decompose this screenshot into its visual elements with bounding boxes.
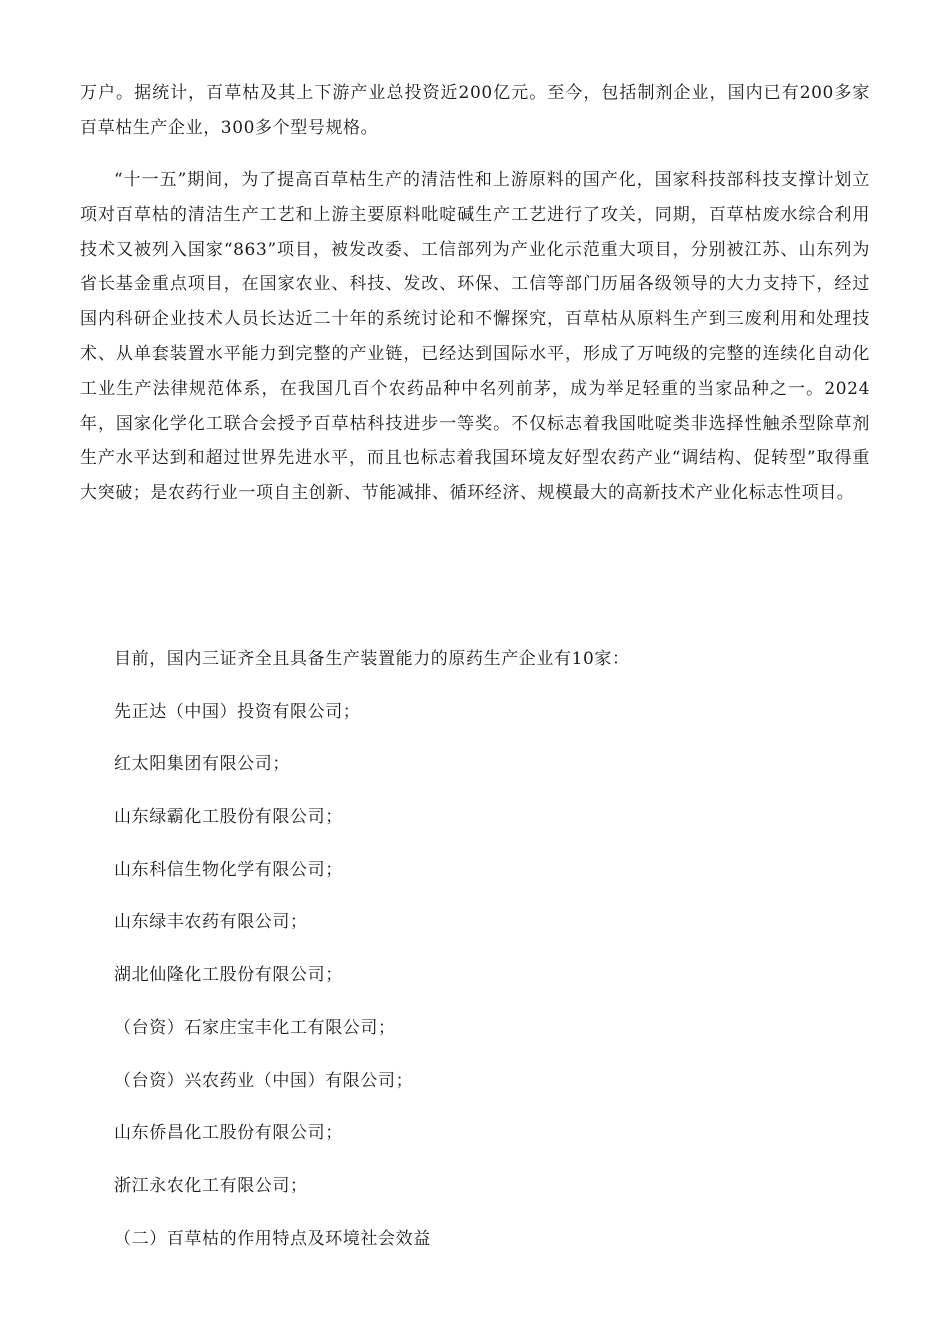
- company-list-item: （台资）兴农药业（中国）有限公司；: [114, 1070, 414, 1091]
- company-list-item: 山东科信生物化学有限公司；: [114, 859, 343, 880]
- company-list-item: （台资）石家庄宝丰化工有限公司；: [114, 1017, 396, 1038]
- section-heading: （二）百草枯的作用特点及环境社会效益: [114, 1228, 431, 1249]
- company-list-intro: 目前，国内三证齐全且具备生产装置能力的原药生产企业有10家：: [114, 649, 630, 669]
- company-list-item: 山东绿霸化工股份有限公司；: [114, 807, 343, 828]
- company-list-item: 红太阳集团有限公司；: [114, 754, 290, 775]
- paragraph-industry-scale: 万户。据统计，百草枯及其上下游产业总投资近200亿元。至今，包括制剂企业，国内已有200多家百草枯生产企业，300多个型号规格。: [80, 83, 870, 138]
- company-list-item: 湖北仙隆化工股份有限公司；: [114, 965, 343, 986]
- company-list-item: 山东绿丰农药有限公司；: [114, 912, 308, 933]
- company-list-item: 山东侨昌化工股份有限公司；: [114, 1123, 343, 1144]
- company-list: [114, 633, 870, 1265]
- company-list-item: 浙江永农化工有限公司；: [114, 1175, 308, 1196]
- paragraph-eleventh-five-year-plan: “十一五”期间，为了提高百草枯生产的清洁性和上游原料的国产化，国家科技部科技支撑计划立项对百草枯的清洁生产工艺和上游主要原料吡啶碱生产工艺进行了攻关，同期，百草枯废水综合利用技术又被列入国家“863”项目，被发改委、工信部列为产业化示范重大项目，分别被江苏、山东列为省长基金重点项目，在国家农业、科技、发改、环保、工信等部门历届各级领导的大力支持下，经过国内科研企业技术人员长达近二十年的系统讨论和不懈探究，百草枯从原料生产到三废利用和处理技术、从单套装置水平能力到完整的产业链，已经达到国际水平，形成了万吨级的完整的连续化自动化工业生产法律规范体系，在我国几百个农药品种中名列前茅，成为举足轻重的当家品种之一。2024年，国家化学化工联合会授予百草枯科技进步一等奖。不仅标志着我国吡啶类非选择性触杀型除草剂生产水平达到和超过世界先进水平，而且也标志着我国环境友好型农药产业“调结构、促转型”取得重大突破；是农药行业一项自主创新、节能减排、循环经济、规模最大的高新技术产业化标志性项目。: [80, 170, 870, 504]
- company-list-item: 先正达（中国）投资有限公司；: [114, 701, 361, 722]
